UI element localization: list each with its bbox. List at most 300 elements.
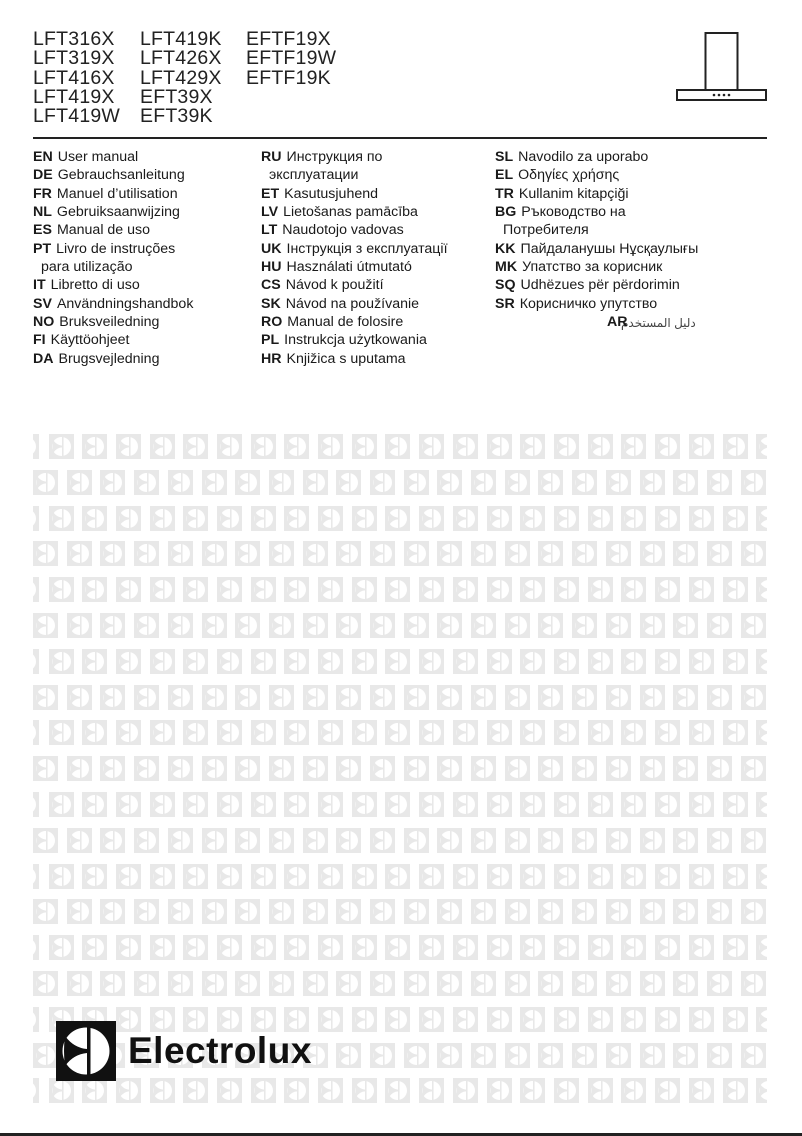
- logo-tile-icon: [588, 935, 613, 960]
- language-code: LT: [261, 222, 278, 239]
- language-title: Naudotojo vadovas: [282, 222, 404, 239]
- logo-tile-icon: [621, 649, 646, 674]
- logo-tile-icon: [235, 470, 260, 495]
- logo-tile-icon: [303, 828, 328, 853]
- logo-tile-icon: [385, 935, 410, 960]
- logo-tile-icon: [505, 1043, 530, 1068]
- logo-tile-icon: [419, 720, 444, 745]
- logo-tile-icon: [404, 828, 429, 853]
- logo-tile-icon: [336, 756, 361, 781]
- logo-tile-icon: [370, 541, 395, 566]
- logo-tile-icon: [318, 720, 343, 745]
- logo-tile-icon: [572, 541, 597, 566]
- logo-tile-icon: [385, 434, 410, 459]
- language-title: Корисничко упутство: [519, 295, 658, 312]
- logo-tile-icon: [538, 541, 563, 566]
- logo-tile-icon: [284, 720, 309, 745]
- logo-tile-icon: [741, 541, 766, 566]
- language-code: RO: [261, 314, 283, 331]
- logo-tile-icon: [404, 971, 429, 996]
- logo-tile-icon: [33, 1007, 39, 1032]
- logo-tile-icon: [588, 434, 613, 459]
- logo-tile-icon: [284, 792, 309, 817]
- logo-tile-icon: [673, 470, 698, 495]
- language-code: IT: [33, 277, 46, 294]
- language-title: Manual de uso: [56, 222, 151, 239]
- logo-tile-icon: [251, 864, 276, 889]
- logo-tile-icon: [723, 1078, 748, 1103]
- logo-tile-icon: [217, 864, 242, 889]
- logo-tile-icon: [100, 828, 125, 853]
- logo-tile-icon: [33, 685, 58, 710]
- logo-tile-icon: [437, 899, 462, 924]
- language-item-pl: [261, 331, 448, 349]
- logo-tile-icon: [756, 792, 767, 817]
- logo-tile-icon: [269, 828, 294, 853]
- logo-tile-icon: [453, 792, 478, 817]
- logo-tile-icon: [723, 1007, 748, 1032]
- logo-tile-icon: [33, 935, 39, 960]
- logo-tile-icon: [134, 541, 159, 566]
- logo-tile-icon: [453, 1007, 478, 1032]
- logo-tile-icon: [621, 577, 646, 602]
- logo-tile-icon: [49, 864, 74, 889]
- language-code: DE: [33, 167, 53, 184]
- logo-tile-icon: [437, 541, 462, 566]
- logo-tile-icon: [303, 685, 328, 710]
- logo-tile-icon: [49, 506, 74, 531]
- logo-tile-icon: [741, 828, 766, 853]
- logo-tile-icon: [217, 506, 242, 531]
- logo-tile-icon: [471, 1043, 496, 1068]
- logo-tile-icon: [572, 1043, 597, 1068]
- logo-tile-icon: [370, 828, 395, 853]
- logo-tile-icon: [168, 541, 193, 566]
- logo-tile-icon: [453, 864, 478, 889]
- logo-tile-icon: [33, 1078, 39, 1103]
- logo-tile-icon: [588, 720, 613, 745]
- logo-tile-icon: [756, 649, 767, 674]
- language-code: FR: [33, 185, 52, 202]
- logo-tile-icon: [453, 720, 478, 745]
- logo-tile-icon: [100, 899, 125, 924]
- logo-tile-icon: [168, 971, 193, 996]
- logo-tile-icon: [116, 935, 141, 960]
- language-code: CS: [261, 277, 281, 294]
- logo-tile-icon: [419, 1078, 444, 1103]
- model-number: LFT429X: [140, 66, 222, 89]
- logo-tile-icon: [520, 506, 545, 531]
- logo-tile-icon: [303, 899, 328, 924]
- logo-tile-icon: [588, 792, 613, 817]
- language-item-sq: [495, 276, 698, 294]
- logo-tile-icon: [554, 1007, 579, 1032]
- logo-tile-icon: [689, 864, 714, 889]
- logo-tile-icon: [235, 828, 260, 853]
- logo-tile-icon: [505, 470, 530, 495]
- model-number: LFT416X: [33, 66, 115, 89]
- model-number: LFT419K: [140, 28, 222, 50]
- logo-tile-icon: [318, 864, 343, 889]
- logo-tile-icon: [673, 1043, 698, 1068]
- logo-tile-icon: [554, 434, 579, 459]
- logo-tile-icon: [621, 506, 646, 531]
- logo-tile-icon: [505, 613, 530, 638]
- logo-tile-icon: [756, 1078, 767, 1103]
- logo-tile-icon: [554, 792, 579, 817]
- logo-tile-icon: [168, 685, 193, 710]
- logo-tile-icon: [67, 470, 92, 495]
- language-code: RU: [261, 149, 282, 165]
- language-code: SR: [495, 295, 515, 312]
- logo-tile-icon: [269, 756, 294, 781]
- logo-tile-icon: [352, 864, 377, 889]
- logo-tile-icon: [269, 685, 294, 710]
- logo-tile-icon: [437, 685, 462, 710]
- logo-tile-icon: [183, 935, 208, 960]
- logo-tile-icon: [505, 828, 530, 853]
- logo-tile-icon: [655, 1007, 680, 1032]
- logo-tile-icon: [520, 792, 545, 817]
- logo-tile-icon: [251, 434, 276, 459]
- logo-tile-icon: [251, 649, 276, 674]
- logo-tile-icon: [385, 1007, 410, 1032]
- logo-tile-icon: [572, 685, 597, 710]
- logo-tile-icon: [100, 613, 125, 638]
- logo-tile-icon: [352, 1007, 377, 1032]
- language-title: Kasutusjuhend: [284, 185, 379, 202]
- language-title: Упатство за корисник: [522, 259, 663, 276]
- logo-tile-icon: [82, 577, 107, 602]
- logo-tile-icon: [655, 434, 680, 459]
- logo-tile-icon: [370, 470, 395, 495]
- language-code: TR: [495, 185, 514, 202]
- logo-tile-icon: [655, 1078, 680, 1103]
- logo-tile-icon: [640, 1043, 665, 1068]
- logo-tile-icon: [82, 1078, 107, 1103]
- logo-tile-icon: [318, 577, 343, 602]
- logo-tile-icon: [49, 577, 74, 602]
- logo-tile-icon: [336, 971, 361, 996]
- logo-tile-icon: [487, 935, 512, 960]
- logo-tile-icon: [520, 935, 545, 960]
- logo-tile-icon: [554, 649, 579, 674]
- logo-tile-icon: [33, 506, 39, 531]
- logo-tile-icon: [689, 577, 714, 602]
- logo-tile-icon: [621, 864, 646, 889]
- logo-tile-icon: [655, 935, 680, 960]
- logo-tile-icon: [554, 864, 579, 889]
- logo-tile-icon: [655, 792, 680, 817]
- language-item-mk: [495, 258, 698, 276]
- language-code: HR: [261, 350, 282, 367]
- logo-tile-icon: [621, 1007, 646, 1032]
- logo-tile-icon: [235, 756, 260, 781]
- logo-tile-icon: [707, 899, 732, 924]
- language-code: LV: [261, 204, 279, 221]
- language-item-sl: [495, 148, 698, 166]
- logo-tile-icon: [640, 613, 665, 638]
- language-code: SK: [261, 295, 281, 312]
- logo-tile-icon: [385, 792, 410, 817]
- language-column-2: [261, 148, 448, 368]
- logo-tile-icon: [284, 434, 309, 459]
- language-item-es: [33, 221, 193, 239]
- logo-tile-icon: [404, 1043, 429, 1068]
- logo-tile-icon: [134, 899, 159, 924]
- logo-tile-icon: [419, 792, 444, 817]
- logo-tile-icon: [116, 864, 141, 889]
- logo-tile-icon: [673, 828, 698, 853]
- language-item-ru: [261, 148, 448, 166]
- logo-tile-icon: [404, 470, 429, 495]
- language-title: Lietošanas pamācība: [283, 204, 418, 221]
- logo-tile-icon: [284, 506, 309, 531]
- language-column-1: [33, 148, 193, 368]
- language-title: Gebruiksaanwijzing: [56, 204, 180, 221]
- logo-tile-icon: [554, 1078, 579, 1103]
- logo-tile-icon: [505, 685, 530, 710]
- language-item-ru-continuation: эксплуатации: [269, 167, 359, 184]
- logo-tile-icon: [183, 792, 208, 817]
- logo-tile-icon: [150, 720, 175, 745]
- logo-tile-icon: [673, 899, 698, 924]
- language-item-lt: [261, 221, 448, 239]
- logo-tile-icon: [453, 1078, 478, 1103]
- logo-tile-icon: [606, 613, 631, 638]
- logo-tile-icon: [67, 756, 92, 781]
- logo-tile-icon: [33, 613, 58, 638]
- logo-tile-icon: [404, 685, 429, 710]
- logo-tile-icon: [689, 935, 714, 960]
- logo-tile-icon: [707, 1043, 732, 1068]
- logo-tile-icon: [419, 506, 444, 531]
- language-item-ar: [495, 313, 698, 331]
- logo-tile-icon: [33, 899, 58, 924]
- logo-tile-icon: [741, 756, 766, 781]
- logo-tile-icon: [82, 720, 107, 745]
- logo-tile-icon: [572, 470, 597, 495]
- logo-tile-icon: [673, 971, 698, 996]
- logo-tile-icon: [437, 1043, 462, 1068]
- language-title: Інструкція з експлуатації: [286, 240, 448, 257]
- logo-tile-icon: [437, 828, 462, 853]
- logo-tile-icon: [67, 685, 92, 710]
- language-title: Návod k použití: [285, 277, 384, 294]
- language-item-nl: [33, 203, 193, 221]
- logo-tile-icon: [673, 613, 698, 638]
- language-item-bg-continuation: Потребителя: [503, 222, 589, 239]
- logo-tile-icon: [284, 864, 309, 889]
- logo-tile-icon: [336, 685, 361, 710]
- logo-tile-icon: [505, 541, 530, 566]
- logo-tile-icon: [82, 792, 107, 817]
- logo-tile-icon: [67, 899, 92, 924]
- logo-tile-icon: [689, 506, 714, 531]
- logo-tile-icon: [33, 541, 58, 566]
- language-code: FI: [33, 332, 46, 349]
- logo-tile-icon: [336, 470, 361, 495]
- logo-tile-icon: [487, 506, 512, 531]
- language-code: BG: [495, 204, 517, 221]
- logo-tile-icon: [471, 971, 496, 996]
- logo-tile-icon: [404, 899, 429, 924]
- logo-tile-icon: [352, 720, 377, 745]
- logo-tile-icon: [538, 828, 563, 853]
- logo-tile-icon: [707, 541, 732, 566]
- logo-tile-icon: [116, 506, 141, 531]
- cooker-hood-icon: [676, 32, 767, 102]
- logo-tile-icon: [419, 864, 444, 889]
- logo-tile-icon: [82, 649, 107, 674]
- logo-tile-icon: [621, 792, 646, 817]
- logo-tile-icon: [370, 613, 395, 638]
- language-title: Navodilo za uporabo: [518, 149, 649, 165]
- logo-tile-icon: [741, 470, 766, 495]
- logo-tile-icon: [251, 577, 276, 602]
- logo-tile-icon: [538, 1043, 563, 1068]
- logo-tile-icon: [67, 828, 92, 853]
- language-title: Ръководство на: [521, 204, 626, 221]
- logo-tile-icon: [269, 541, 294, 566]
- model-number: EFTF19X: [246, 28, 331, 50]
- logo-tile-icon: [689, 434, 714, 459]
- language-title: Návod na používanie: [285, 295, 420, 312]
- logo-tile-icon: [134, 828, 159, 853]
- logo-tile-icon: [217, 720, 242, 745]
- logo-tile-icon: [723, 577, 748, 602]
- logo-tile-icon: [538, 470, 563, 495]
- logo-tile-icon: [303, 541, 328, 566]
- logo-tile-icon: [606, 899, 631, 924]
- logo-tile-icon: [336, 613, 361, 638]
- model-number: LFT426X: [140, 47, 222, 70]
- language-title: Gebrauchsanleitung: [57, 167, 185, 184]
- logo-tile-icon: [251, 935, 276, 960]
- logo-tile-icon: [134, 685, 159, 710]
- logo-tile-icon: [588, 506, 613, 531]
- language-code: PL: [261, 332, 280, 349]
- logo-tile-icon: [487, 792, 512, 817]
- logo-tile-icon: [723, 720, 748, 745]
- model-column-2: [140, 30, 246, 126]
- logo-tile-icon: [437, 971, 462, 996]
- logo-tile-icon: [437, 756, 462, 781]
- language-title: Käyttöohjeet: [50, 332, 130, 349]
- language-item-ro: [261, 313, 448, 331]
- logo-tile-icon: [202, 613, 227, 638]
- logo-tile-icon: [437, 470, 462, 495]
- language-title: Bruksveiledning: [59, 314, 160, 331]
- logo-tile-icon: [318, 434, 343, 459]
- logo-tile-icon: [33, 720, 39, 745]
- logo-tile-icon: [453, 434, 478, 459]
- language-title: Livro de instruções: [56, 240, 176, 257]
- language-code: ES: [33, 222, 52, 239]
- logo-tile-icon: [217, 935, 242, 960]
- logo-tile-icon: [49, 649, 74, 674]
- logo-tile-icon: [606, 971, 631, 996]
- logo-tile-icon: [33, 470, 58, 495]
- logo-tile-icon: [352, 577, 377, 602]
- logo-tile-icon: [756, 1007, 767, 1032]
- language-code: DA: [33, 350, 54, 367]
- logo-tile-icon: [150, 792, 175, 817]
- logo-tile-icon: [621, 1078, 646, 1103]
- logo-tile-icon: [318, 1078, 343, 1103]
- logo-tile-icon: [82, 434, 107, 459]
- logo-tile-icon: [520, 720, 545, 745]
- model-number: LFT316X: [33, 28, 115, 50]
- logo-tile-icon: [336, 828, 361, 853]
- logo-tile-icon: [235, 685, 260, 710]
- logo-tile-icon: [370, 685, 395, 710]
- language-title: Libretto di uso: [50, 277, 140, 294]
- logo-tile-icon: [707, 828, 732, 853]
- logo-tile-icon: [707, 756, 732, 781]
- language-title: Udhëzues për përdorimin: [520, 277, 680, 294]
- logo-tile-icon: [352, 649, 377, 674]
- logo-tile-icon: [100, 756, 125, 781]
- logo-tile-icon: [741, 613, 766, 638]
- model-list: [33, 30, 336, 126]
- logo-tile-icon: [100, 971, 125, 996]
- language-item-lv: [261, 203, 448, 221]
- model-number: LFT419W: [33, 105, 121, 128]
- logo-tile-icon: [741, 685, 766, 710]
- language-title: Használati útmutató: [286, 259, 412, 276]
- logo-tile-icon: [318, 506, 343, 531]
- logo-tile-icon: [284, 1078, 309, 1103]
- logo-tile-icon: [655, 864, 680, 889]
- logo-tile-icon: [385, 720, 410, 745]
- logo-tile-icon: [183, 506, 208, 531]
- logo-tile-icon: [385, 577, 410, 602]
- logo-tile-icon: [723, 434, 748, 459]
- brand-logo: [56, 1021, 312, 1081]
- logo-tile-icon: [168, 828, 193, 853]
- logo-tile-icon: [640, 470, 665, 495]
- logo-tile-icon: [471, 899, 496, 924]
- logo-tile-icon: [520, 577, 545, 602]
- logo-tile-icon: [202, 828, 227, 853]
- logo-tile-icon: [707, 971, 732, 996]
- logo-tile-icon: [269, 971, 294, 996]
- logo-tile-icon: [588, 649, 613, 674]
- logo-tile-icon: [82, 935, 107, 960]
- logo-tile-icon: [33, 1043, 58, 1068]
- logo-tile-icon: [150, 506, 175, 531]
- logo-tile-icon: [640, 828, 665, 853]
- logo-tile-icon: [655, 506, 680, 531]
- language-code: AR: [607, 314, 628, 331]
- logo-tile-icon: [284, 935, 309, 960]
- language-code: KK: [495, 240, 516, 257]
- logo-tile-icon: [235, 971, 260, 996]
- logo-tile-icon: [385, 1078, 410, 1103]
- logo-tile-icon: [471, 756, 496, 781]
- language-item-pt-continuation: para utilização: [41, 259, 133, 276]
- electrolux-logo-icon: [56, 1021, 116, 1081]
- language-title: Οδηγίες χρήσης: [518, 167, 620, 184]
- logo-tile-icon: [49, 720, 74, 745]
- logo-tile-icon: [756, 434, 767, 459]
- logo-tile-icon: [370, 899, 395, 924]
- logo-tile-icon: [487, 649, 512, 674]
- logo-tile-icon: [370, 1043, 395, 1068]
- logo-tile-icon: [318, 935, 343, 960]
- logo-tile-icon: [150, 1078, 175, 1103]
